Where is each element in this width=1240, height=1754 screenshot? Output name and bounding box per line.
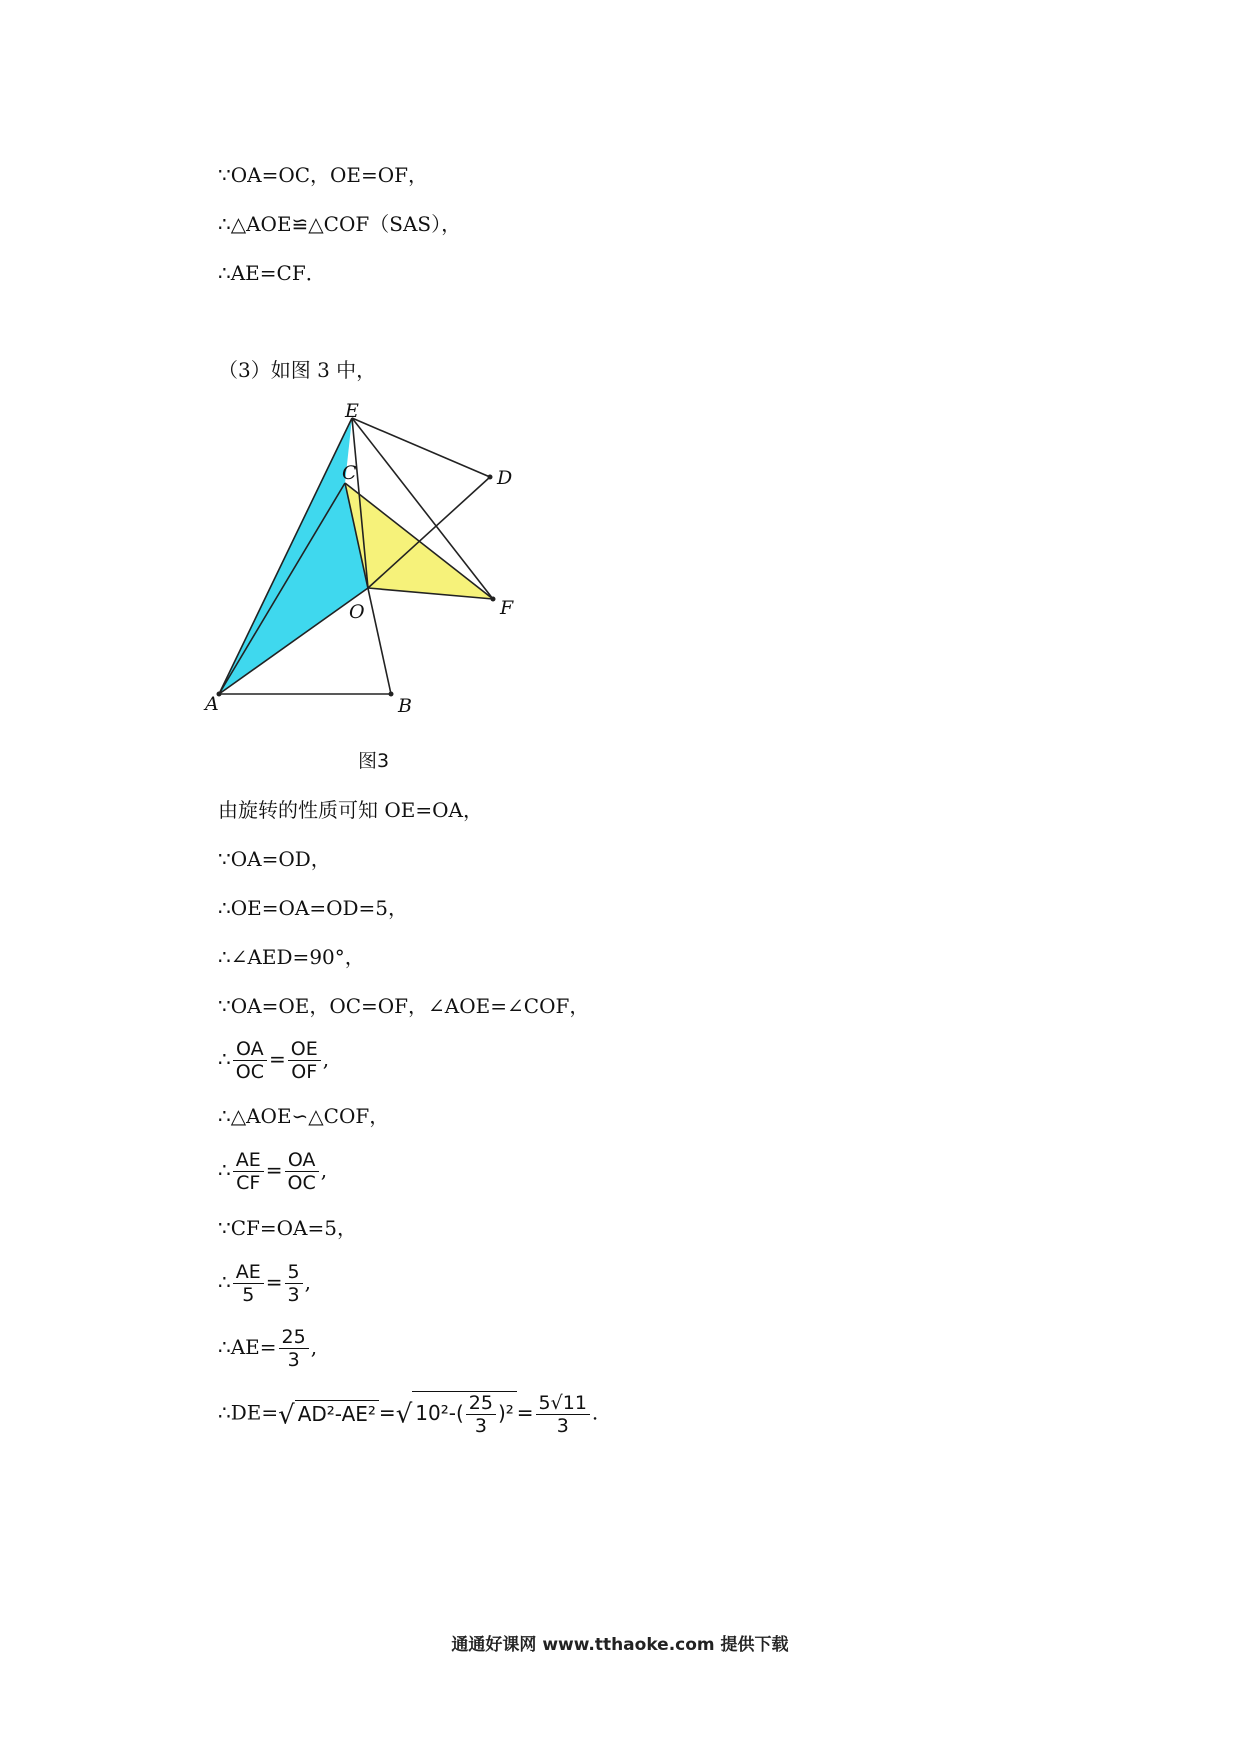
- label-f: F: [500, 597, 514, 619]
- therefore-sign: ∴: [218, 1047, 231, 1071]
- proof-line-6: ∵OA=OD，: [218, 847, 331, 871]
- label-c: C: [342, 462, 357, 484]
- proof-line-8: ∴∠AED=90°，: [218, 945, 365, 969]
- edge-ed: [352, 418, 490, 477]
- fraction-oe-of: $\frac{OE}{OF}$: [288, 1038, 321, 1083]
- proof-line-12: ∴ $\frac{AE}{CF}$ = $\frac{OA}{OC}$ ,: [218, 1149, 328, 1194]
- proof-line-5: 由旋转的性质可知 OE=OA，: [218, 798, 483, 822]
- proof-line-7: ∴OE=OA=OD=5，: [218, 896, 408, 920]
- fraction-ae-cf: $\frac{AE}{CF}$: [233, 1149, 264, 1194]
- sqrt-10-25-3: √ 10²-( $\frac{25}{3}$ )²: [396, 1391, 517, 1437]
- label-b: B: [398, 695, 412, 717]
- proof-line-9: ∵OA=OE，OC=OF，∠AOE=∠COF，: [218, 994, 590, 1018]
- part3-heading: （3）如图 3 中，: [218, 358, 377, 382]
- fraction-25-3: $\frac{25}{3}$: [279, 1326, 309, 1371]
- proof-line-10: ∴ $\frac{OA}{OC}$ = $\frac{OE}{OF}$ ,: [218, 1038, 330, 1083]
- label-a: A: [205, 693, 219, 715]
- page-footer: 通通好课网 www.tthaoke.com 提供下载: [451, 1635, 789, 1655]
- figure-caption: 图3: [358, 750, 390, 772]
- cyan-triangle-aoc: [219, 483, 368, 694]
- fraction-ae-5: $\frac{AE}{5}$: [233, 1261, 264, 1306]
- fraction-oa-oc-2: $\frac{OA}{OC}$: [285, 1149, 319, 1194]
- proof-line-16: ∴DE=√ AD²-AE² =√ 10²-( $\frac{25}{3}$ )² = $\frac{5√11}{3}$ .: [218, 1391, 599, 1437]
- proof-line-11: ∴△AOE∽△COF，: [218, 1104, 390, 1128]
- sqrt-ad-ae: √ AD²-AE²: [278, 1400, 379, 1429]
- label-e: E: [345, 400, 359, 422]
- proof-line-1: ∵OA=OC，OE=OF，: [218, 163, 429, 187]
- label-d: D: [497, 467, 513, 489]
- fraction-5-3: $\frac{5}{3}$: [285, 1261, 303, 1306]
- fraction-oa-oc: $\frac{OA}{OC}$: [233, 1038, 267, 1083]
- figure-3: [205, 400, 535, 725]
- proof-line-2: ∴△AOE≌△COF（SAS），: [218, 212, 462, 236]
- fraction-result: $\frac{5√11}{3}$: [536, 1392, 590, 1437]
- label-o: O: [349, 601, 365, 623]
- proof-line-15: ∴AE= $\frac{25}{3}$ ,: [218, 1326, 318, 1371]
- proof-line-14: ∴ $\frac{AE}{5}$ = $\frac{5}{3}$ ,: [218, 1261, 311, 1306]
- proof-line-3: ∴AE=CF．: [218, 261, 326, 285]
- proof-line-13: ∵CF=OA=5，: [218, 1216, 357, 1240]
